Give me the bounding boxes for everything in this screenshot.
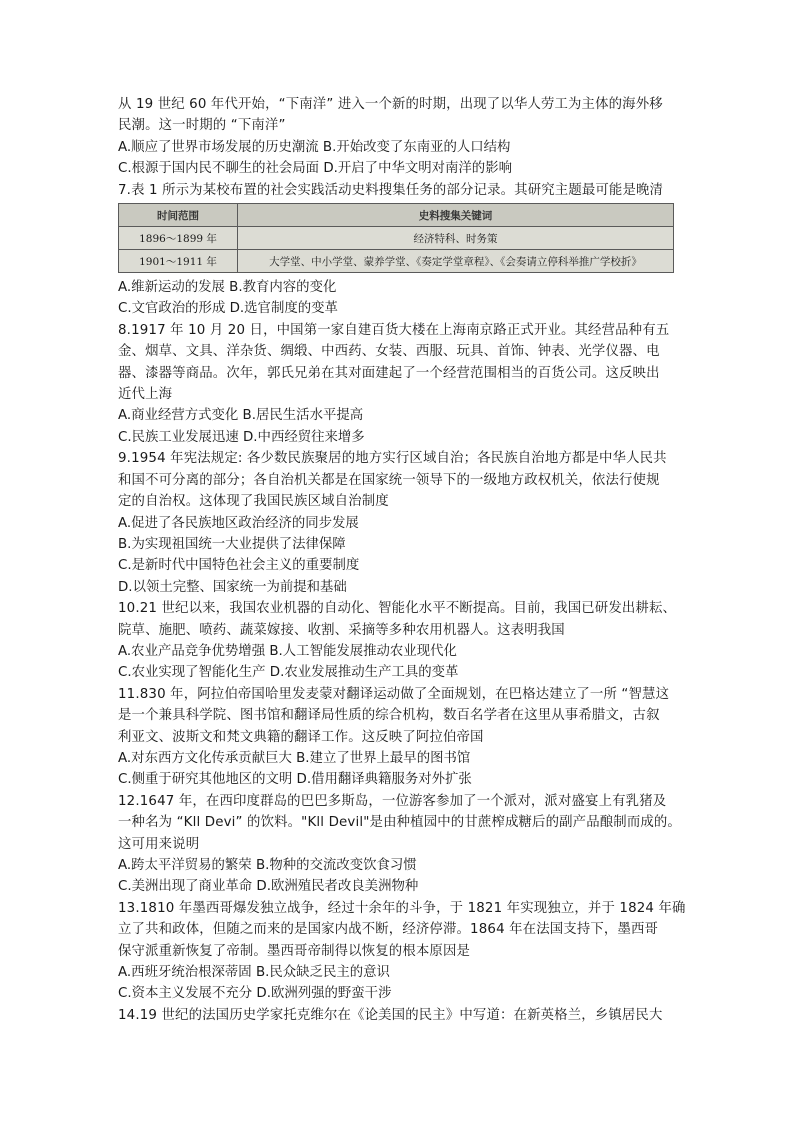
question-stem-line: 利亚文、波斯文和梵文典籍的翻译工作。这反映了阿拉伯帝国 [118,729,484,745]
question-stem-line: 近代上海 [118,387,173,403]
question-stem-line: 8.1917 年 10 月 20 日，中国第一家自建百货大楼在上海南京路正式开业。其经营品种有五 [118,322,670,338]
option-line: D.以领土完整、国家统一为前提和基础 [118,579,347,595]
table-header-cell: 史料搜集关键词 [238,204,674,227]
table-header-cell: 时间范围 [119,204,238,227]
source-table [118,203,674,273]
option-line: C.美洲出现了商业革命 D.欧洲殖民者改良美洲物种 [118,879,419,895]
option-line: C.农业实现了智能化生产 D.农业发展推动生产工具的变革 [118,665,459,681]
question-6 [118,94,678,180]
table-cell: 经济特科、时务策 [238,227,674,250]
table-cell: 大学堂、中小学堂、蒙养学堂、《奏定学堂章程》、《会奏请立停科举推广学校折》 [238,250,674,273]
option-line: B.为实现祖国统一大业提供了法律保障 [118,536,346,552]
question-stem-line: 立了共和政体，但随之而来的是国家内战不断，经济停滞。1864 年在法国支持下，墨西哥 [118,922,659,938]
table-cell: 1896～1899 年 [119,227,238,250]
question-stem-line: 是一个兼具科学院、图书馆和翻译局性质的综合机构，数百名学者在这里从事希腊文，古叙 [118,708,660,724]
option-line: A.促进了各民族地区政治经济的同步发展 [118,515,359,531]
option-line: A.商业经营方式变化 B.居民生活水平提高 [118,408,364,424]
question-stem-line: 一种名为 “Kll Devi” 的饮料。"Kll Devil"是由种植园中的甘蔗榨成糖后的副产品酿制而成的。 [118,815,681,831]
question-stem-line: 13.1810 年墨西哥爆发独立战争，经过十余年的斗争，于 1821 年实现独立，并于 1824 年确 [118,900,686,916]
table-header-row [119,204,674,227]
option-line: A.西班牙统治根深蒂固 B.民众缺乏民主的意识 [118,965,390,981]
question-stem-line: 民潮。这一时期的 “下南洋” [118,118,286,134]
option-line: A.农业产品竞争优势增强 B.人工智能发展推动农业现代化 [118,643,457,659]
question-stem-line: 12.1647 年，在西印度群岛的巴巴多斯岛，一位游客参加了一个派对，派对盛宴上有乳猪及 [118,793,667,809]
option-line: C.民族工业发展迅速 D.中西经贸往来增多 [118,429,365,445]
table-cell: 1901～1911 年 [119,250,238,273]
option-line: C.文官政治的形成 D.选官制度的变革 [118,301,338,317]
question-10 [118,598,678,684]
question-14 [118,1005,678,1026]
question-stem-line: 11.830 年，阿拉伯帝国哈里发麦蒙对翻译运动做了全面规划，在巴格达建立了一所 “智慧这 [118,686,670,702]
exam-page [118,94,686,1026]
question-stem-line: 和国不可分离的部分；各自治机关都是在国家统一领导下的一级地方政权机关，依法行使规 [118,472,660,488]
question-7 [118,180,678,320]
question-stem-line: 这可用来说明 [118,836,200,852]
question-stem-line: 10.21 世纪以来，我国农业机器的自动化、智能化水平不断提高。目前，我国已研发出耕耘、 [118,601,677,617]
table-row [119,250,674,273]
question-stem-line: 保守派重新恢复了帝制。墨西哥帝制得以恢复的根本原因是 [118,943,471,959]
question-13 [118,898,686,1005]
option-line: C.是新时代中国特色社会主义的重要制度 [118,558,360,574]
question-stem-line: 金、烟草、文具、洋杂货、绸缎、中西药、女装、西服、玩具、首饰、钟表、光学仪器、电 [118,344,660,360]
table-row [119,227,674,250]
question-stem-line: 定的自治权。这体现了我国民族区域自治制度 [118,494,389,510]
option-line: A.顺应了世界市场发展的历史潮流 B.开始改变了东南亚的人口结构 [118,139,511,155]
question-9 [118,448,678,598]
question-stem-line: 7.表 1 所示为某校布置的社会实践活动史料搜集任务的部分记录。其研究主题最可能是晚清 [118,182,664,198]
option-line: C.资本主义发展不充分 D.欧洲列强的野蛮干涉 [118,986,392,1002]
question-11 [118,684,678,791]
option-line: C.根源于国内民不聊生的社会局面 D.开启了中华文明对南洋的影响 [118,161,512,177]
question-stem-line: 院草、施肥、喷药、蔬菜嫁接、收割、采摘等多种农用机器人。这表明我国 [118,622,565,638]
question-stem-line: 14.19 世纪的法国历史学家托克维尔在《论美国的民主》中写道：在新英格兰，乡镇居民大 [118,1007,663,1023]
question-8 [118,320,678,448]
question-stem-line: 从 19 世纪 60 年代开始，“下南洋” 进入一个新的时期，出现了以华人劳工为主体的海外移 [118,97,663,112]
option-line: C.侧重于研究其他地区的文明 D.借用翻译典籍服务对外扩张 [118,772,472,788]
option-line: A.跨太平洋贸易的繁荣 B.物种的交流改变饮食习惯 [118,858,417,873]
option-line: A.维新运动的发展 B.教育内容的变化 [118,280,337,296]
option-line: A.对东西方文化传承贡献巨大 B.建立了世界上最早的图书馆 [118,750,471,766]
question-stem-line: 器、漆器等商品。次年，郭氏兄弟在其对面建起了一个经营范围相当的百货公司。这反映出 [118,365,660,381]
question-stem-line: 9.1954 年宪法规定: 各少数民族聚居的地方实行区域自治；各民族自治地方都是中华人民共 [118,451,667,467]
question-12 [118,791,681,898]
